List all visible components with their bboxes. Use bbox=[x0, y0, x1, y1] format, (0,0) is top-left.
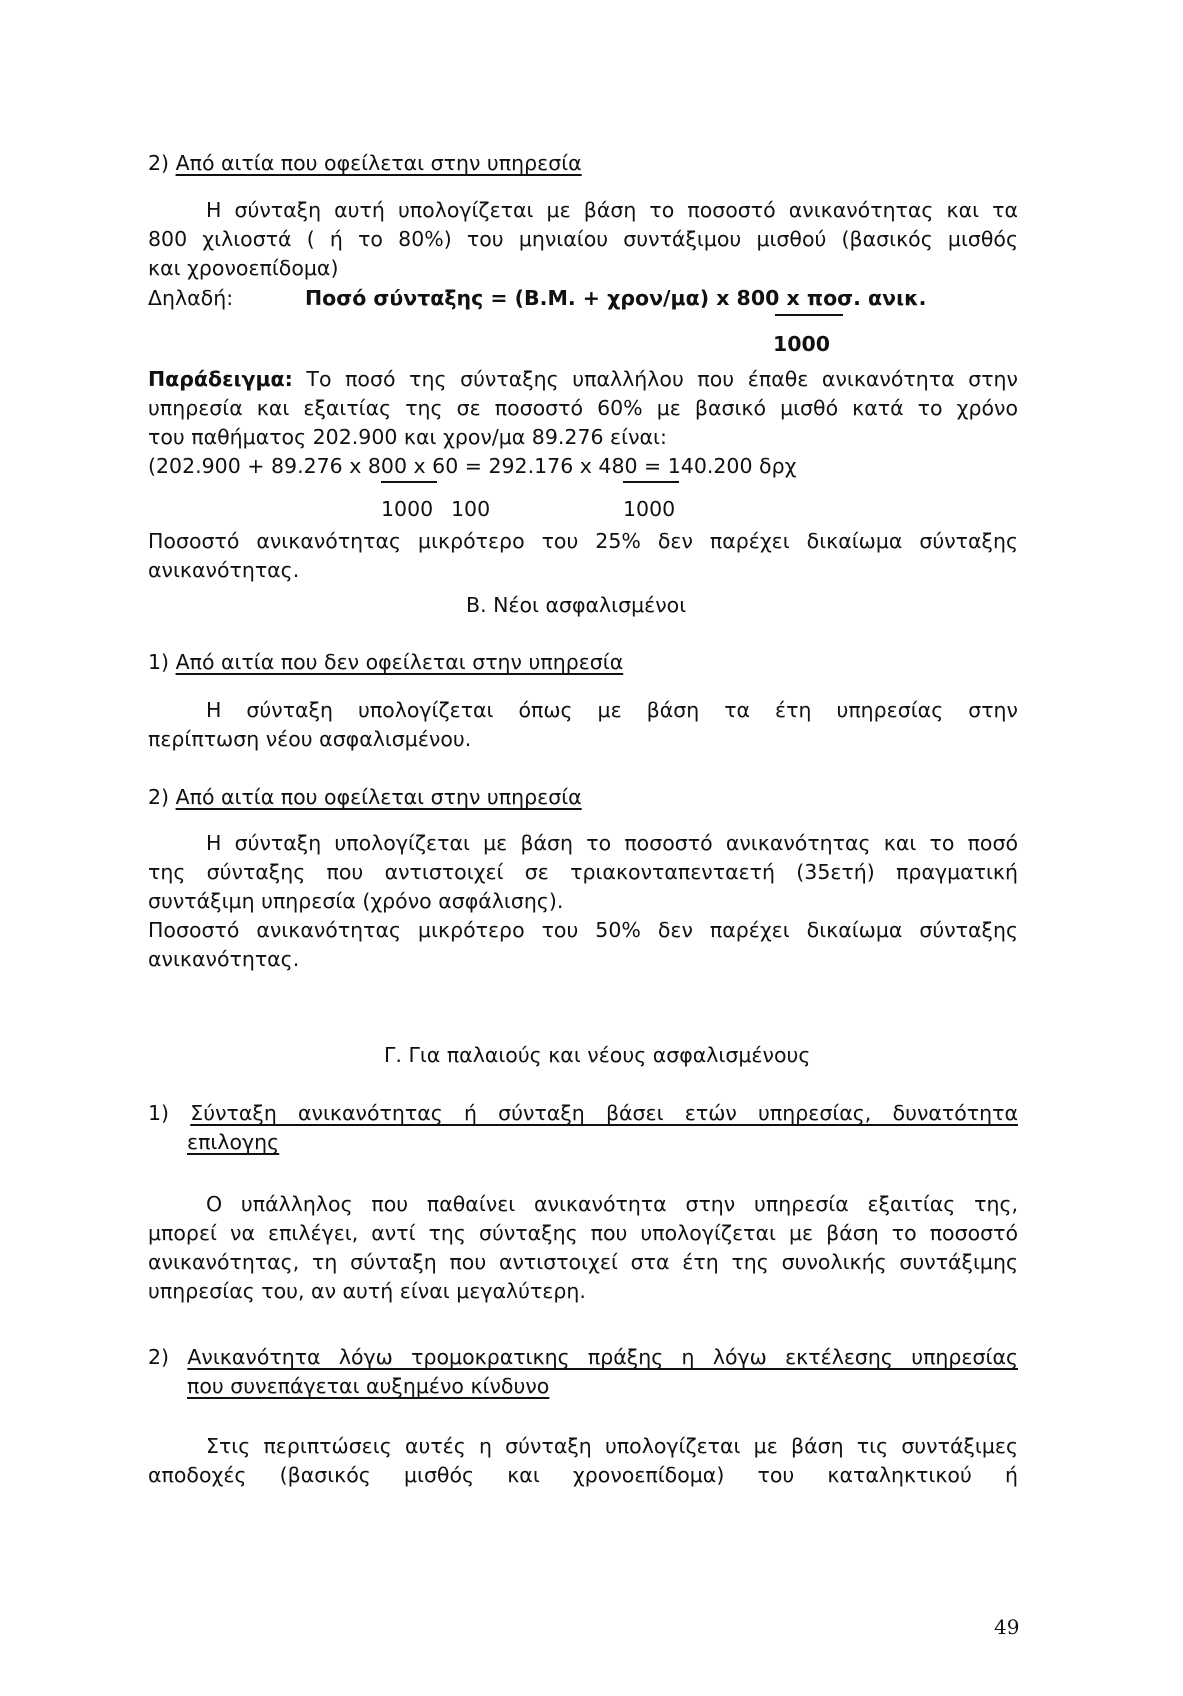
heading-number: 1) bbox=[148, 1101, 170, 1125]
heading-text: Από αιτία που οφείλεται στην υπηρεσία bbox=[175, 785, 582, 809]
example-text: Το ποσό της σύνταξης υπαλλήλου που έπαθε ανικανότητα στην bbox=[292, 367, 1018, 391]
heading-number: 2) bbox=[148, 151, 170, 175]
paragraph-line: αποδοχές (βασικός μισθός και χρονοεπίδομα) του καταληκτικού ή bbox=[148, 1463, 1018, 1487]
paragraph-line: Ποσοστό ανικανότητας μικρότερο του 25% δεν παρέχει δικαίωμα σύνταξης bbox=[148, 529, 1018, 553]
paragraph-line: υπηρεσίας του, αν αυτή είναι μεγαλύτερη. bbox=[148, 1279, 586, 1303]
paragraph-line: και χρονοεπίδομα) bbox=[148, 256, 339, 280]
paragraph-line: Η σύνταξη υπολογίζεται με βάση το ποσοστό ανικανότητας και το ποσό bbox=[206, 831, 1018, 855]
calculation-line: (202.900 + 89.276 x 800 x 60 = 292.176 x 480 = 140.200 δρχ bbox=[148, 454, 797, 478]
heading-text: που συνεπάγεται αυξημένο κίνδυνο bbox=[187, 1374, 550, 1398]
paragraph-line: ανικανότητας. bbox=[148, 558, 300, 582]
paragraph-line: συντάξιμη υπηρεσία (χρόνο ασφάλισης). bbox=[148, 889, 564, 913]
denominator: 1000 bbox=[623, 497, 676, 521]
heading-continuation bbox=[187, 1128, 279, 1156]
section-heading bbox=[148, 648, 623, 676]
paragraph-line: ανικανότητας. bbox=[148, 947, 300, 971]
paragraph-line: Ποσοστό ανικανότητας μικρότερο του 50% δεν παρέχει δικαίωμα σύνταξης bbox=[148, 918, 1018, 942]
paragraph-line: Στις περιπτώσεις αυτές η σύνταξη υπολογίζεται με βάση τις συντάξιμες bbox=[206, 1434, 1018, 1458]
heading-number: 2) bbox=[148, 1345, 170, 1369]
paragraph-line: μπορεί να επιλέγει, αντί της σύνταξης που υπολογίζεται με βάση το ποσοστό bbox=[148, 1221, 1018, 1245]
section-heading bbox=[148, 1099, 1018, 1127]
heading-text: επιλογης bbox=[187, 1130, 280, 1154]
heading-text: Σύνταξη ανικανότητας ή σύνταξη βάσει ετών υπηρεσίας, δυνατότητα bbox=[190, 1101, 1018, 1125]
paragraph-line: της σύνταξης που αντιστοιχεί σε τριακονταπενταετή (35ετή) πραγματική bbox=[148, 860, 1018, 884]
paragraph-line: περίπτωση νέου ασφαλισμένου. bbox=[148, 727, 472, 751]
denominator: 1000 bbox=[381, 497, 434, 521]
paragraph-line: υπηρεσία και εξαιτίας της σε ποσοστό 60% με βασικό μισθό κατά το χρόνο bbox=[148, 396, 1018, 420]
paragraph-line: Ο υπάλληλος που παθαίνει ανικανότητα στην υπηρεσία εξαιτίας της, bbox=[206, 1192, 1018, 1216]
fraction-bar bbox=[381, 481, 437, 483]
section-title: Γ. Για παλαιούς και νέους ασφαλισμένους bbox=[384, 1043, 811, 1067]
section-title: Β. Νέοι ασφαλισμένοι bbox=[466, 593, 687, 617]
section-heading bbox=[148, 1343, 1018, 1371]
heading-text: Από αιτία που δεν οφείλεται στην υπηρεσία bbox=[175, 650, 624, 674]
denominator: 100 bbox=[451, 497, 491, 521]
section-heading bbox=[148, 783, 582, 811]
section-heading bbox=[148, 149, 582, 177]
heading-text: Από αιτία που οφείλεται στην υπηρεσία bbox=[175, 151, 582, 175]
fraction-bar bbox=[623, 481, 679, 483]
example-label: Παράδειγμα: bbox=[148, 367, 293, 391]
example-line bbox=[148, 365, 1018, 393]
fraction-bar bbox=[775, 314, 843, 316]
heading-continuation bbox=[187, 1372, 549, 1400]
paragraph-line: Η σύνταξη αυτή υπολογίζεται με βάση το ποσοστό ανικανότητας και τα bbox=[206, 198, 1018, 222]
paragraph-line: ανικανότητας, τη σύνταξη που αντιστοιχεί στα έτη της συνολικής συντάξιμης bbox=[148, 1250, 1018, 1274]
page-number: 49 bbox=[994, 1615, 1020, 1639]
paragraph-line: του παθήματος 202.900 και χρον/μα 89.276 είναι: bbox=[148, 425, 667, 449]
heading-number: 2) bbox=[148, 785, 170, 809]
paragraph-line: Η σύνταξη υπολογίζεται όπως με βάση τα έτη υπηρεσίας στην bbox=[206, 698, 1018, 722]
formula-denominator: 1000 bbox=[773, 332, 831, 356]
heading-text: Ανικανότητα λόγω τρομοκρατικης πράξης η λόγω εκτέλεσης υπηρεσίας bbox=[187, 1345, 1018, 1369]
formula-label: Δηλαδή: bbox=[148, 286, 234, 310]
formula: Ποσό σύνταξης = (Β.Μ. + χρον/μα) x 800 x ποσ. ανικ. bbox=[305, 286, 927, 310]
heading-number: 1) bbox=[148, 650, 170, 674]
paragraph-line: 800 χιλιοστά ( ή το 80%) του μηνιαίου συντάξιμου μισθού (βασικός μισθός bbox=[148, 227, 1018, 251]
